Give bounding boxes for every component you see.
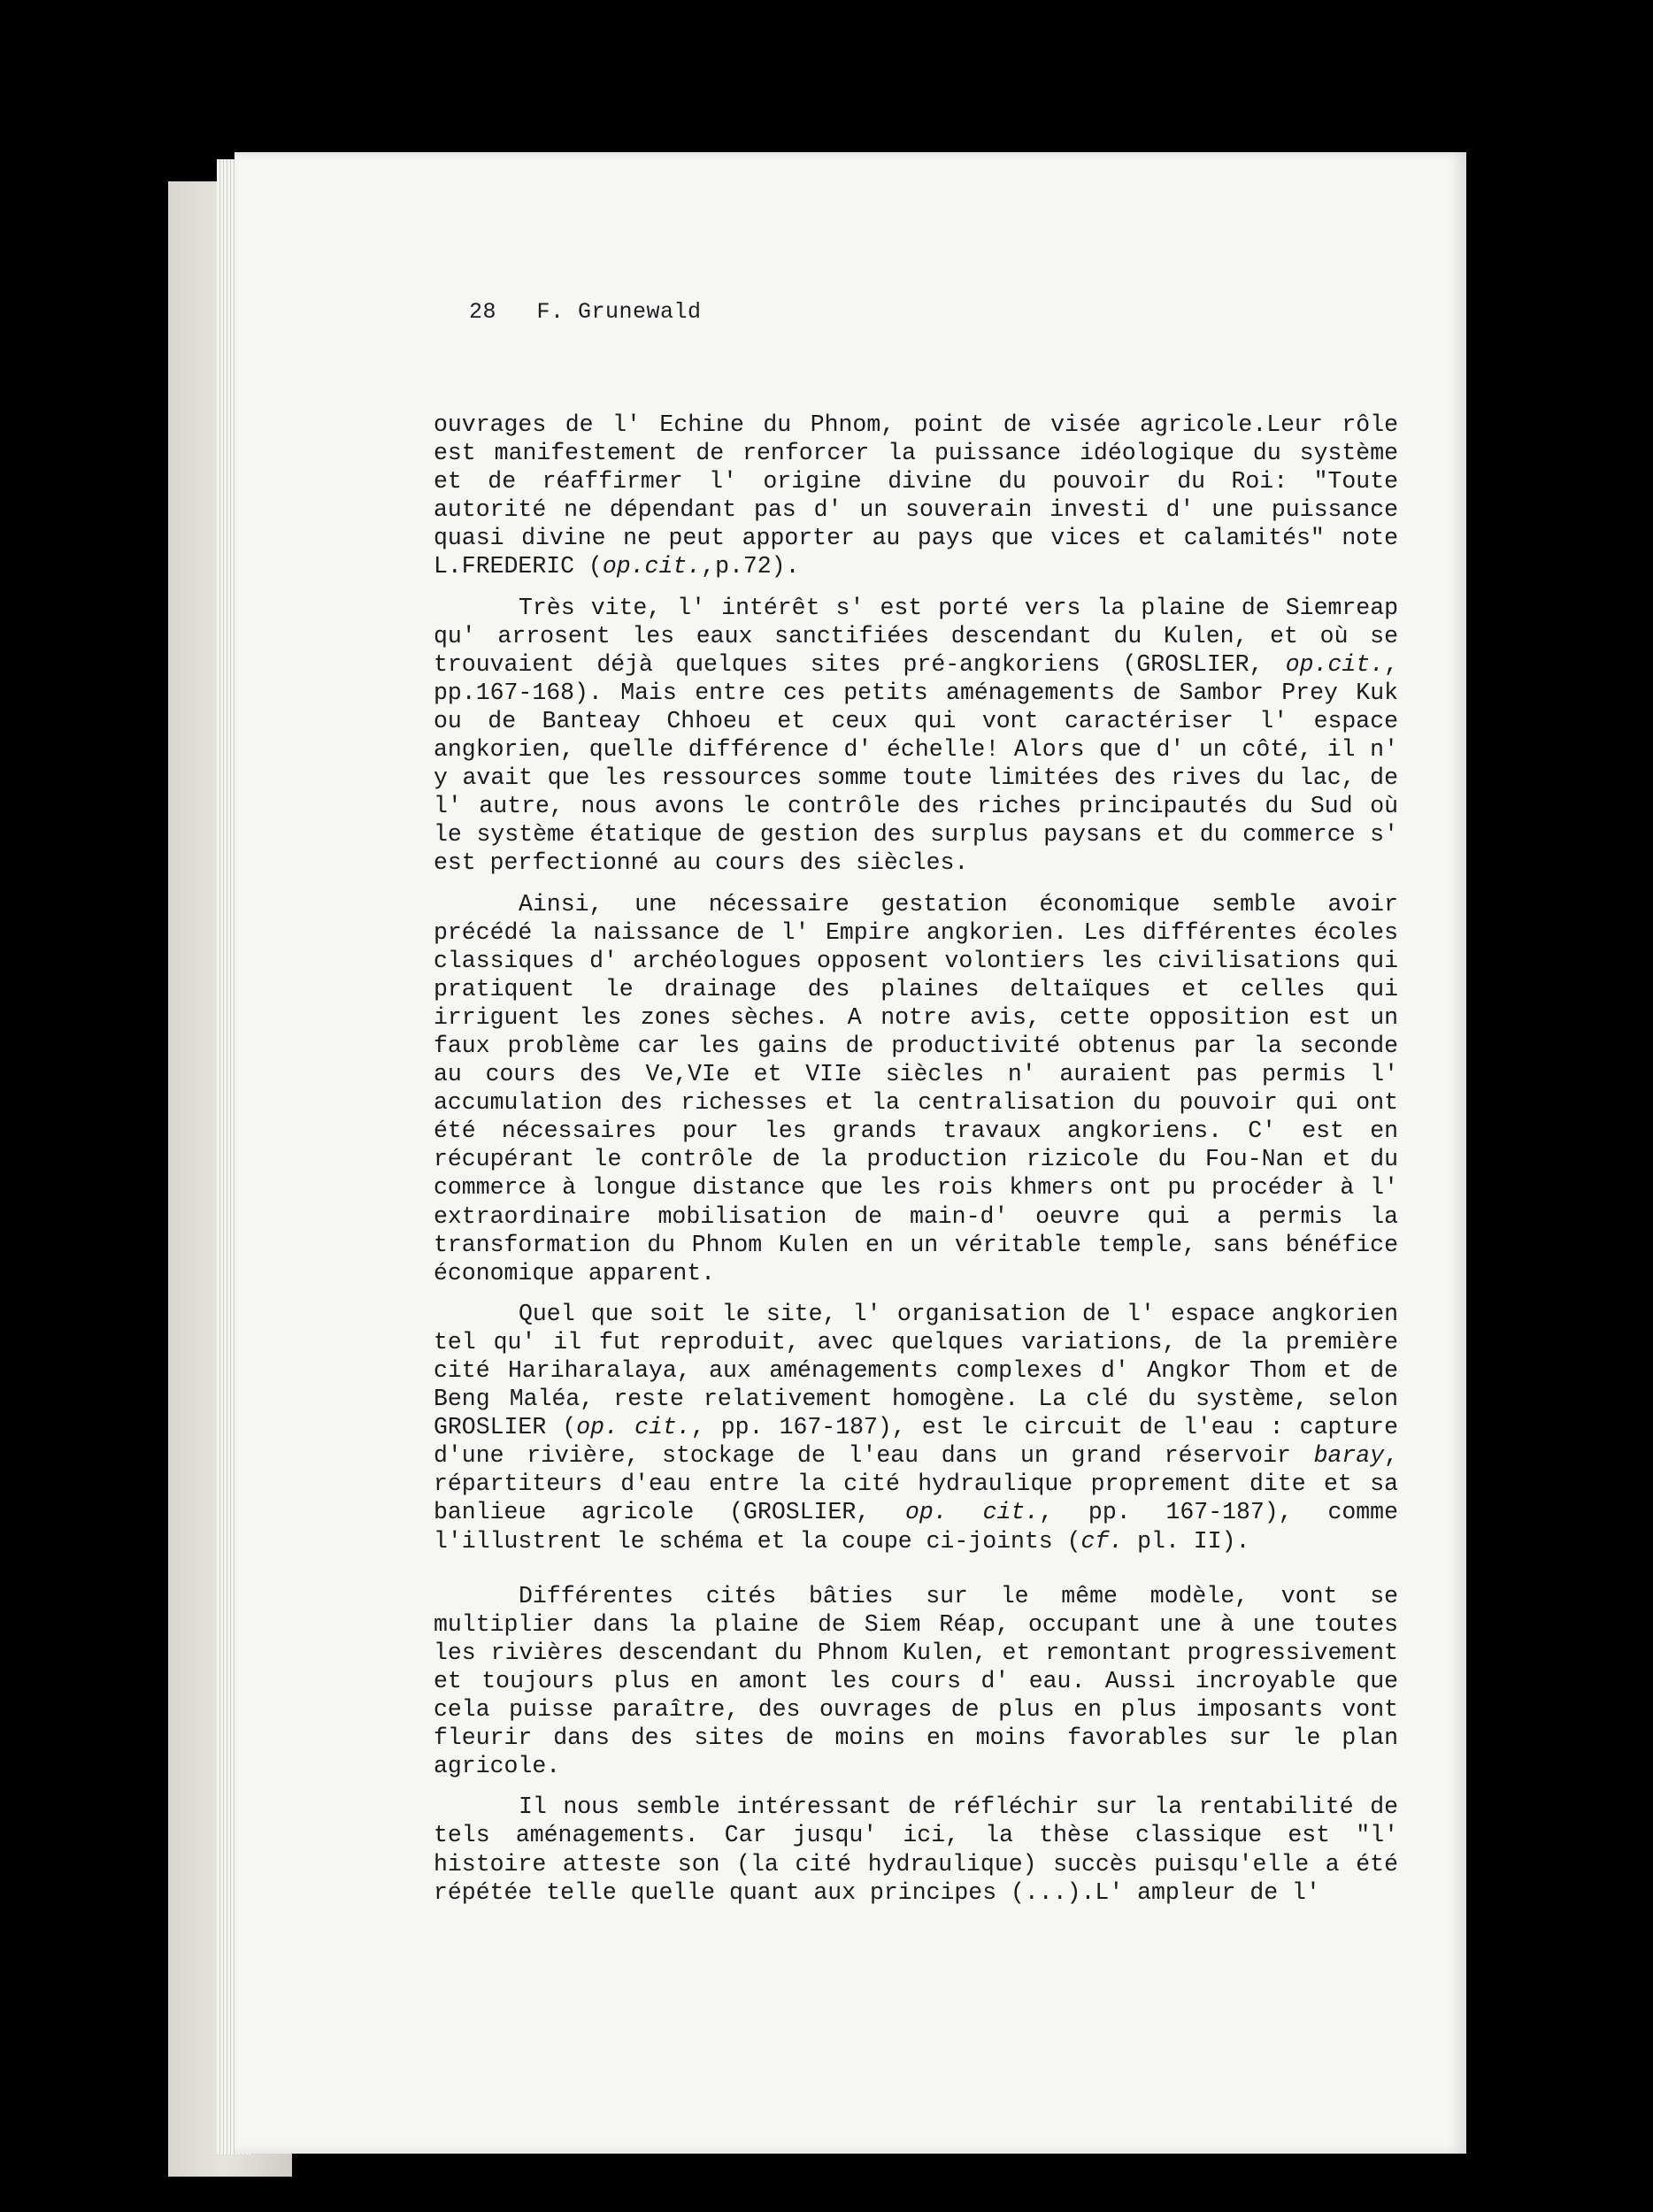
paragraph-1: ouvrages de l' Echine du Phnom, point de visée agricole.Leur rôle est manifestement de renforcer la puissance idéologique du système et de réaffirmer l' origine divine du pouvoir du Roi: "Toute autorité ne dépendant pas d' un souverain investi d' une puissance quasi divine ne peut apporter au pays que vices et calamités" note L.FREDERIC (op.cit.,p.72).: [434, 411, 1398, 580]
citation-op-cit: op. cit.: [576, 1414, 691, 1441]
citation-cf: cf.: [1080, 1527, 1124, 1555]
citation-op-cit: op. cit.: [905, 1499, 1040, 1526]
paragraph-4: Quel que soit le site, l' organisation de l' espace angkorien tel qu' il fut reproduit, avec quelques variations, de la première cité Hariharalaya, aux aménagements complexes d' Angkor Thom et de Beng Maléa, reste relativement homogène. La clé du système, selon GROSLIER (op. cit., pp. 167-187), est le circuit de l'eau : capture d'une rivière, stockage de l'eau dans un grand réservoir baray, répartiteurs d'eau entre la cité hydraulique proprement dite et sa banlieue agricole (GROSLIER, op. cit., pp. 167-187), comme l'illustrent le schéma et la coupe ci-joints (cf. pl. II).: [434, 1300, 1398, 1555]
paragraph-6: Il nous semble intéressant de réfléchir sur la rentabilité de tels aménagements. Car jusqu' ici, la thèse classique est "l' histoire atteste son (la cité hydraulique) succès puisqu'elle a été répétée telle quelle quant aux principes (...).L' ampleur de l': [434, 1793, 1398, 1906]
body-text: [434, 411, 1398, 1907]
paragraph-2: Très vite, l' intérêt s' est porté vers la plaine de Siemreap qu' arrosent les eaux sanctifiées descendant du Kulen, et où se trouvaient déjà quelques sites pré-angkoriens (GROSLIER, op.cit., pp.167-168). Mais entre ces petits aménagements de Sambor Prey Kuk ou de Banteay Chhoeu et ceux qui vont caractériser l' espace angkorien, quelle différence d' échelle! Alors que d' un côté, il n' y avait que les ressources somme toute limitées des rives du lac, de l' autre, nous avons le contrôle des riches principautés du Sud où le système étatique de gestion des surplus paysans et du commerce s' est perfectionné au cours des siècles.: [434, 594, 1398, 877]
page-number: 28: [469, 299, 497, 325]
paragraph-5: Différentes cités bâties sur le même modèle, vont se multiplier dans la plaine de Siem Réap, occupant une à une toutes les rivières descendant du Phnom Kulen, et remontant progressivement et toujours plus en amont les cours d' eau. Aussi incroyable que cela puisse paraître, des ouvrages de plus en plus imposants vont fleurir dans des sites de moins en moins favorables sur le plan agricole.: [434, 1582, 1398, 1780]
citation-op-cit: op.cit.: [1285, 650, 1385, 678]
citation-op-cit: op.cit.: [602, 553, 702, 580]
paragraph-3: Ainsi, une nécessaire gestation économique semble avoir précédé la naissance de l' Empire angkorien. Les différentes écoles classiques d' archéologues opposent volontiers les civilisations qui pratiquent le drainage des plaines deltaïques et celles qui irriguent les zones sèches. A notre avis, cette opposition est un faux problème car les gains de productivité obtenus par la seconde au cours des Ve,VIe et VIIe siècles n' auraient pas permis l' accumulation des richesses et la centralisation du pouvoir qui ont été nécessaires pour les grands travaux angkoriens. C' est en récupérant le contrôle de la production rizicole du Fou-Nan et du commerce à longue distance que les rois khmers ont pu procéder à l' extraordinaire mobilisation de main-d' oeuvre qui a permis la transformation du Phnom Kulen en un véritable temple, sans bénéfice économique apparent.: [434, 890, 1398, 1286]
running-author: F. Grunewald: [536, 299, 702, 325]
running-header: [469, 299, 702, 325]
term-baray: baray: [1313, 1442, 1385, 1470]
